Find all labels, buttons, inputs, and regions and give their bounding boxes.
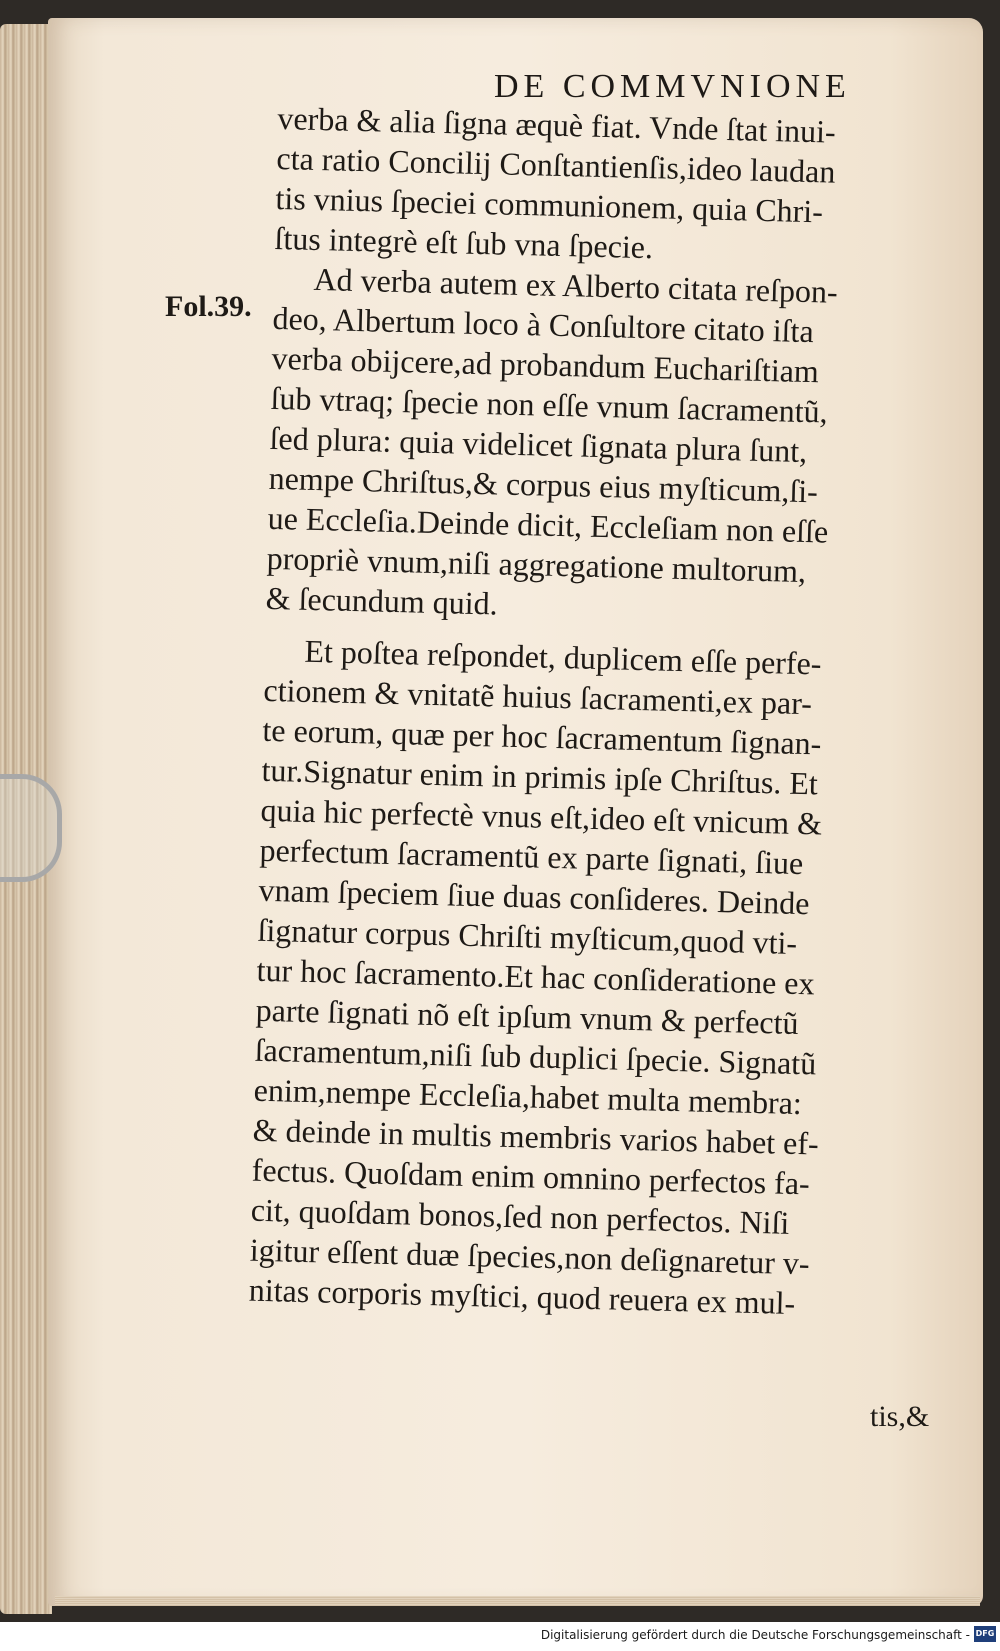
text-line: tur.Signatur enim in primis ipſe Chriſtus. Et xyxy=(261,751,819,802)
text-line: ſed plura: quia videlicet ſignata plura ſunt, xyxy=(269,419,808,470)
page-bottom-edge xyxy=(55,1596,980,1606)
text-line: parte ſignati nõ eſt ipſum vnum & perfectũ xyxy=(255,991,799,1041)
text-line: Et poſtea reſpondet, duplicem eſſe perfe- xyxy=(304,632,822,682)
text-line: tis vnius ſpeciei communionem, quia Chri- xyxy=(275,179,824,230)
text-line: cta ratio Concilij Conſtantienſis,ideo laudan xyxy=(276,139,836,190)
text-line: & ſecundum quid. xyxy=(265,579,499,622)
text-line: Ad verba autem ex Alberto citata reſpon- xyxy=(313,260,839,310)
text-line: enim,nempe Eccleſia,habet multa membra: xyxy=(253,1071,803,1122)
marginal-note: Fol.39. xyxy=(165,290,252,323)
text-line: te eorum, quæ per hoc ſacramentum ſignan- xyxy=(262,711,822,762)
text-line: tur hoc ſacramento.Et hac conſideratione ex xyxy=(256,951,815,1002)
footer-credit: Digitalisierung gefördert durch die Deutsche Forschungsgemeinschaft - xyxy=(540,1628,970,1642)
footer-bar xyxy=(0,1622,1000,1651)
text-line: nempe Chriſtus,& corpus eius myſticum,ſi- xyxy=(268,459,819,510)
text-line: ue Eccleſia.Deinde dicit, Eccleſiam non eſſe xyxy=(267,499,829,550)
body-text xyxy=(248,98,967,1326)
text-line: vnam ſpeciem ſiue duas conſideres. Deinde xyxy=(258,871,810,922)
text-line: ſacramentum,niſi ſub duplici ſpecie. Signatũ xyxy=(254,1031,817,1082)
text-line: verba & alia ſigna æquè fiat. Vnde ſtat inui- xyxy=(277,99,837,150)
text-line: propriè vnum,niſi aggregatione multorum, xyxy=(266,539,807,590)
running-head: DE COMMVNIONE xyxy=(494,68,851,105)
book-clasp xyxy=(0,774,62,882)
text-line: ctionem & vnitatẽ huius ſacramenti,ex par- xyxy=(263,671,813,722)
text-line: & deinde in multis membris varios habet ef- xyxy=(252,1111,820,1162)
text-line: verba obijcere,ad probandum Euchariſtiam xyxy=(271,339,820,390)
text-line: deo, Albertum loco à Conſultore citato iſta xyxy=(272,299,815,350)
text-line: quia hic perfectè vnus eſt,ideo eſt vnicum & xyxy=(260,791,823,842)
text-line: ſub vtraq; ſpecie non eſſe vnum ſacramentũ, xyxy=(270,379,829,430)
catchword: tis,& xyxy=(870,1400,930,1433)
text-line: nitas corporis myſtici, quod reuera ex mul- xyxy=(248,1271,796,1321)
dfg-logo: DFG xyxy=(974,1626,996,1642)
text-line: ſtus integrè eſt ſub vna ſpecie. xyxy=(274,219,654,266)
text-line: fectus. Quoſdam enim omnino perfectos fa- xyxy=(251,1151,811,1202)
text-line: ſignatur corpus Chriſti myſticum,quod vti- xyxy=(257,911,798,961)
text-line: cit, quoſdam bonos,ſed non perfectos. Niſi xyxy=(250,1191,790,1241)
text-line: igitur eſſent duæ ſpecies,non deſignaretur v- xyxy=(249,1231,810,1282)
text-line: perfectum ſacramentũ ex parte ſignati, ſiue xyxy=(259,831,804,882)
